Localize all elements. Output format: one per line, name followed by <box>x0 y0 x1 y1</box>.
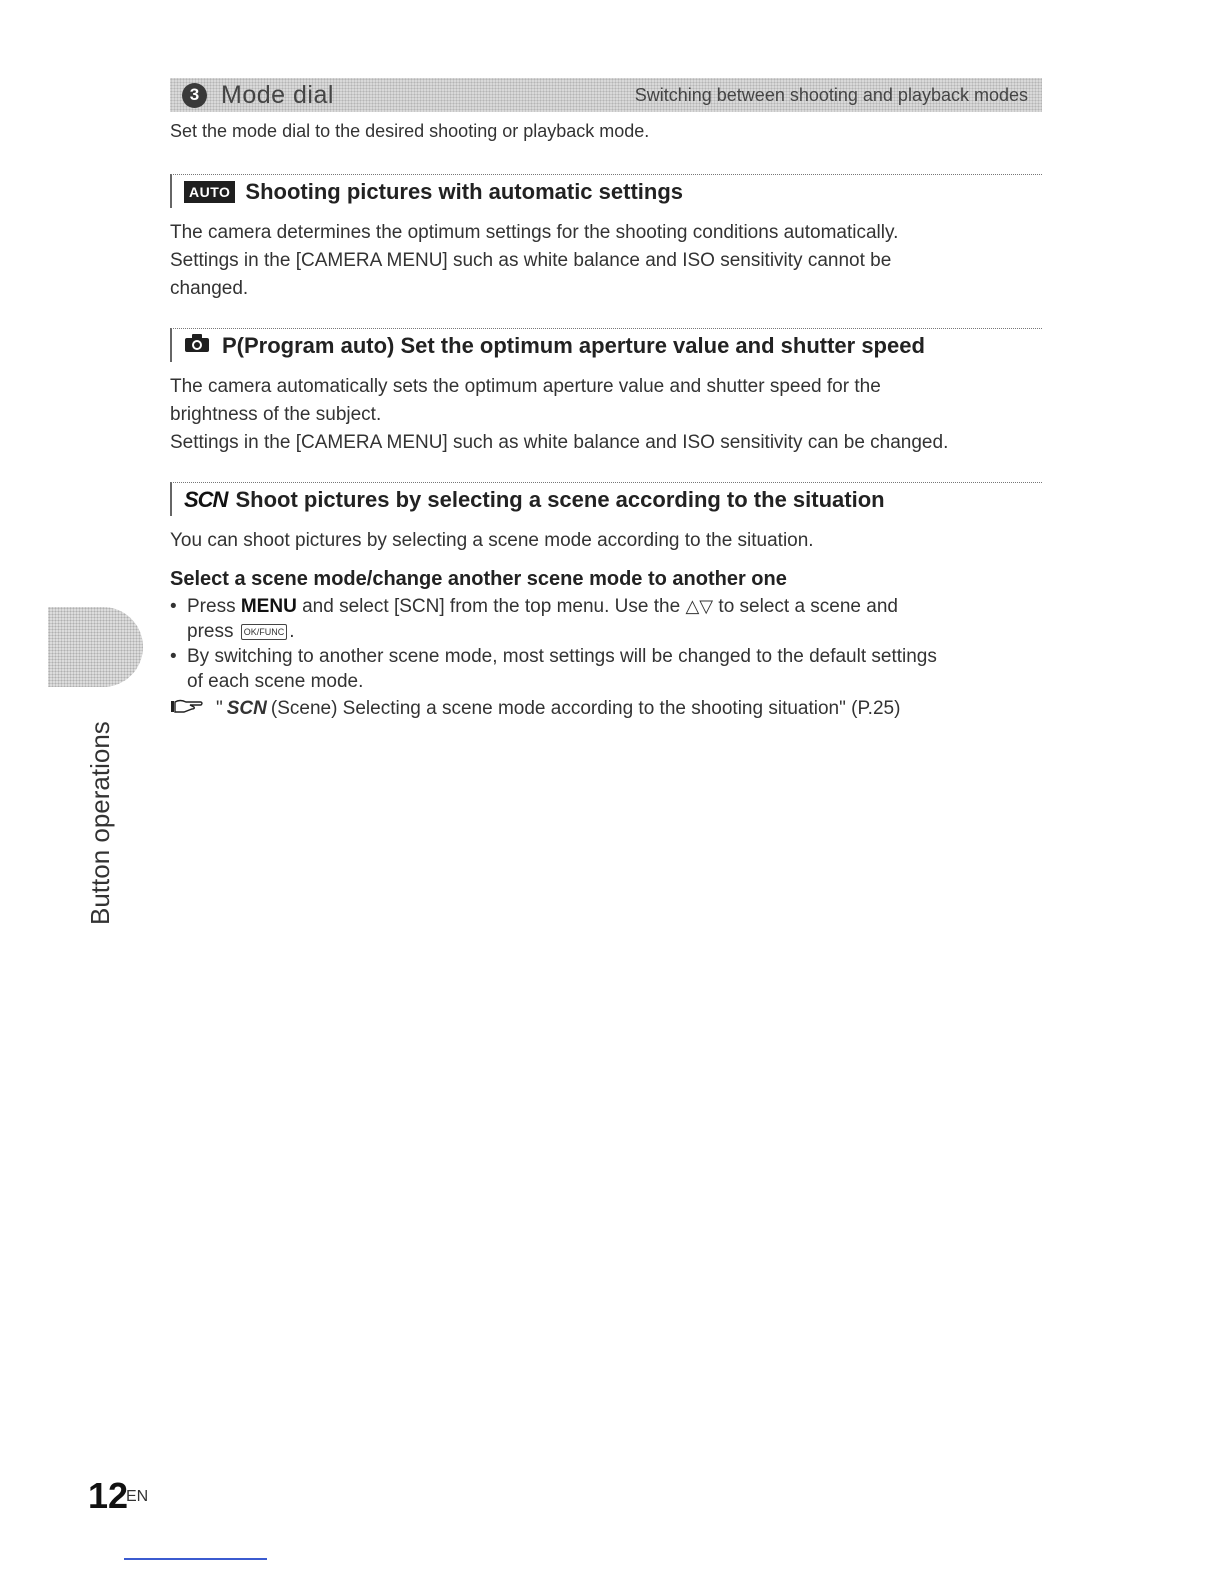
ref-text: (Scene) Selecting a scene mode according to the shooting situation" (P.25) <box>270 698 901 719</box>
chapter-side-tab <box>48 607 143 687</box>
bullet-text: . <box>289 621 295 642</box>
scn-mode-icon: SCN <box>226 698 267 719</box>
section-program-title: P(Program auto) Set the optimum aperture value and shutter speed <box>222 332 925 358</box>
bullet-text: press <box>187 621 239 642</box>
bullet-text: Press <box>187 596 241 617</box>
footer-rule <box>124 1558 267 1560</box>
ref-quote: " <box>216 698 223 719</box>
body-line: Settings in the [CAMERA MENU] such as white balance and ISO sensitivity cannot be <box>170 250 892 271</box>
up-down-arrows-icon: △▽ <box>685 596 714 616</box>
page-language: EN <box>126 1488 149 1505</box>
page-number: 12 <box>88 1475 129 1516</box>
section-banner <box>170 78 1042 112</box>
body-line: Settings in the [CAMERA MENU] such as white balance and ISO sensitivity can be changed. <box>170 432 949 453</box>
list-item <box>170 644 1050 694</box>
section-auto-body <box>170 219 1050 303</box>
section-scene-title: Shoot pictures by selecting a scene according to the situation <box>235 486 885 512</box>
section-auto-title: Shooting pictures with automatic settings <box>245 178 684 204</box>
body-line: The camera determines the optimum settings for the shooting conditions automatically. <box>170 222 899 243</box>
reference-pointer-icon <box>170 698 204 720</box>
section-scene-header <box>170 482 1042 516</box>
section-scene-body <box>170 527 1050 555</box>
banner-subtitle: Switching between shooting and playback modes <box>634 84 1028 105</box>
bullet-text: and select [SCN] from the top menu. Use the <box>296 596 686 617</box>
body-line: The camera automatically sets the optimum aperture value and shutter speed for the <box>170 376 881 397</box>
menu-button-label: MENU <box>240 596 297 617</box>
camera-icon <box>184 333 210 358</box>
banner-title: Mode dial <box>221 80 334 109</box>
scene-subheading: Select a scene mode/change another scene mode to another one <box>170 568 787 590</box>
body-line: changed. <box>170 278 249 299</box>
bullet-text: of each scene mode. <box>187 671 364 692</box>
page-reference <box>170 698 900 720</box>
scene-bullet-list <box>170 594 1050 694</box>
bullet-text: to select a scene and <box>713 596 898 617</box>
intro-text: Set the mode dial to the desired shooting or playback mode. <box>170 121 650 141</box>
scn-mode-icon: SCN <box>184 486 228 512</box>
ok-func-button-icon: OK/FUNC <box>241 624 288 640</box>
bullet-text: By switching to another scene mode, most settings will be changed to the default settings <box>187 646 937 667</box>
auto-mode-icon: AUTO <box>184 181 235 203</box>
section-program-body <box>170 373 1050 457</box>
section-program-header <box>170 328 1042 362</box>
list-item <box>170 594 1050 644</box>
section-number-badge: 3 <box>182 83 207 108</box>
section-auto-header <box>170 174 1042 208</box>
chapter-label: Button operations <box>85 721 115 925</box>
body-line: You can shoot pictures by selecting a scene mode according to the situation. <box>170 530 814 551</box>
body-line: brightness of the subject. <box>170 404 382 425</box>
